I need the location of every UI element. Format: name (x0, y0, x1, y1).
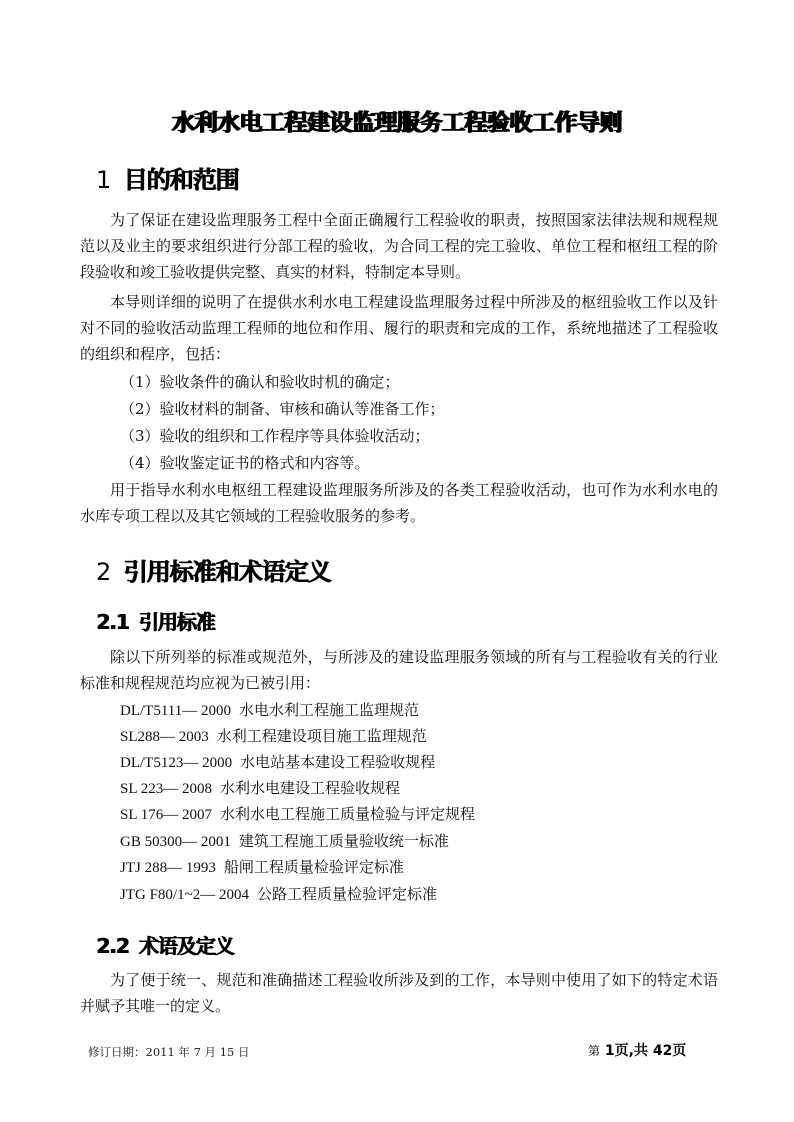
standard-code: SL 223— 2008 (120, 781, 212, 797)
section-number: 2 (96, 558, 112, 586)
standard-code: JTJ 288— 1993 (120, 860, 216, 876)
section-number: 1 (96, 166, 112, 194)
standard-item (120, 801, 475, 828)
standard-name: 水利水电工程施工质量检验与评定规程 (219, 805, 475, 823)
subsection-title: 术语及定义 (138, 934, 234, 958)
standard-code: JTG F80/1~2— 2004 (120, 887, 249, 903)
standard-item (120, 775, 400, 802)
standard-name: 水电站基本建设工程验收规程 (240, 753, 436, 771)
subsection-number: 2.1 (96, 610, 129, 634)
standard-name: 公路工程质量检验评定标准 (256, 885, 437, 903)
list-item: （2）验收材料的制备、审核和确认等准备工作； (120, 400, 445, 418)
subsection-title: 引用标准 (138, 610, 215, 634)
standard-item (120, 881, 437, 908)
standard-name: 水利水电建设工程验收规程 (219, 779, 400, 797)
section-title: 目的和范围 (123, 166, 239, 194)
revision-date: 修订日期：2011 年 7 月 15 日 (88, 1045, 250, 1059)
document-title: 水利水电工程建设监理服务工程验收工作导则 (172, 110, 622, 136)
standard-item (120, 854, 404, 881)
standard-name: 建筑工程施工质量验收统一标准 (238, 832, 449, 850)
standard-name: 水利工程建设项目施工监理规范 (216, 727, 427, 745)
paragraph: 用于指导水利水电枢纽工程建设监理服务所涉及的各类工程验收活动，也可作为水利水电的水库专项工程以及其它领域的工程验收服务的参考。 (80, 481, 718, 525)
section-title: 引用标准和术语定义 (123, 558, 331, 586)
standard-name: 水电水利工程施工监理规范 (238, 701, 419, 719)
page-prefix: 第 (588, 1044, 601, 1058)
standard-code: DL/T5111— 2000 (120, 703, 231, 719)
section-heading-2 (96, 552, 330, 587)
paragraph: 为了保证在建设监理服务工程中全面正确履行工程验收的职责，按照国家法律法规和规程规范以及业主的要求组织进行分部工程的验收，为合同工程的完工验收、单位工程和枢纽工程的阶段验收和竣工验收提供完整、真实的材料，特制定本导则。 (80, 211, 718, 281)
subsection-number: 2.2 (96, 934, 129, 958)
list-item: （4）验收鉴定证书的格式和内容等。 (120, 454, 370, 472)
standard-item (120, 723, 427, 750)
standard-item (120, 828, 449, 855)
list-item: （3）验收的组织和工作程序等具体验收活动； (120, 427, 430, 445)
paragraph: 本导则详细的说明了在提供水利水电工程建设监理服务过程中所涉及的枢纽验收工作以及针对不同的验收活动监理工程师的地位和作用、履行的职责和完成的工作，系统地描述了工程验收的组织和程序，包括： (80, 293, 718, 363)
paragraph: 为了便于统一、规范和准确描述工程验收所涉及到的工作，本导则中使用了如下的特定术语并赋予其唯一的定义。 (80, 971, 718, 1015)
paragraph: 除以下所列举的标准或规范外，与所涉及的建设监理服务领域的所有与工程验收有关的行业标准和规程规范均应视为已被引用： (80, 648, 718, 692)
standard-item (120, 749, 435, 776)
standard-code: GB 50300— 2001 (120, 834, 231, 850)
standard-name: 船闸工程质量检验评定标准 (223, 858, 404, 876)
subsection-heading-2-1 (96, 606, 214, 635)
standard-item (120, 697, 419, 724)
standard-code: SL 176— 2007 (120, 807, 212, 823)
section-heading-1 (96, 160, 238, 195)
subsection-heading-2-2 (96, 930, 233, 959)
page-info: 1页,共 42页 (604, 1043, 687, 1059)
standard-code: DL/T5123— 2000 (120, 755, 233, 771)
page-counter (588, 1040, 686, 1060)
list-item: （1）验收条件的确认和验收时机的确定； (120, 373, 400, 391)
standard-code: SL288— 2003 (120, 729, 209, 745)
